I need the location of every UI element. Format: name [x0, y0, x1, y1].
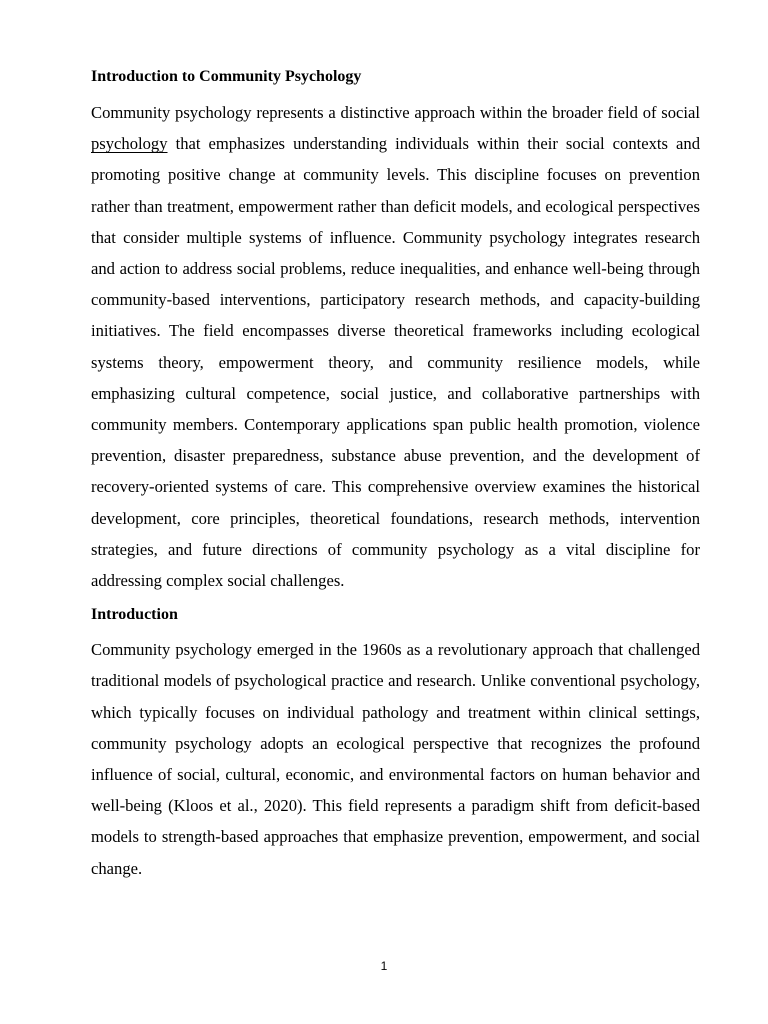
document-body [91, 64, 700, 884]
abstract-paragraph [91, 97, 700, 596]
abstract-text-end: that emphasizes understanding individuals within their social contexts and promoting positive change at community levels. This discipline focuses on prevention rather than treatment, empowerment rather than deficit models, and ecological perspectives that consider multiple systems of influence. Community psychology integrates research and action to address social problems, reduce inequalities, and enhance well-being through community-based interventions, participatory research methods, and capacity-building initiatives. The field encompasses diverse theoretical frameworks including ecological systems theory, empowerment theory, and community resilience models, while emphasizing cultural competence, social justice, and collaborative partnerships with community members. Contemporary applications span public health promotion, violence prevention, disaster preparedness, substance abuse prevention, and the development of recovery-oriented systems of care. This comprehensive overview examines the historical development, core principles, theoretical foundations, research methods, intervention strategies, and future directions of community psychology as a vital discipline for addressing complex social challenges. [91, 134, 700, 591]
underlined-word: psychology [91, 134, 168, 154]
introduction-paragraph: Community psychology emerged in the 1960s as a revolutionary approach that challenged traditional models of psychological practice and research. Unlike conventional psychology, which typically focuses on individual pathology and treatment within clinical settings, community psychology adopts an ecological perspective that recognizes the profound influence of social, cultural, economic, and environmental factors on human behavior and well-being (Kloos et al., 2020). This field represents a paradigm shift from deficit-based models to strength-based approaches that emphasize prevention, empowerment, and social change. [91, 640, 700, 878]
section-heading: Introduction [91, 606, 178, 624]
page-number: 1 [380, 959, 388, 973]
abstract-text-start: Community psychology represents a distinctive approach within the broader field of social [91, 103, 700, 122]
document-title: Introduction to Community Psychology [91, 68, 362, 85]
